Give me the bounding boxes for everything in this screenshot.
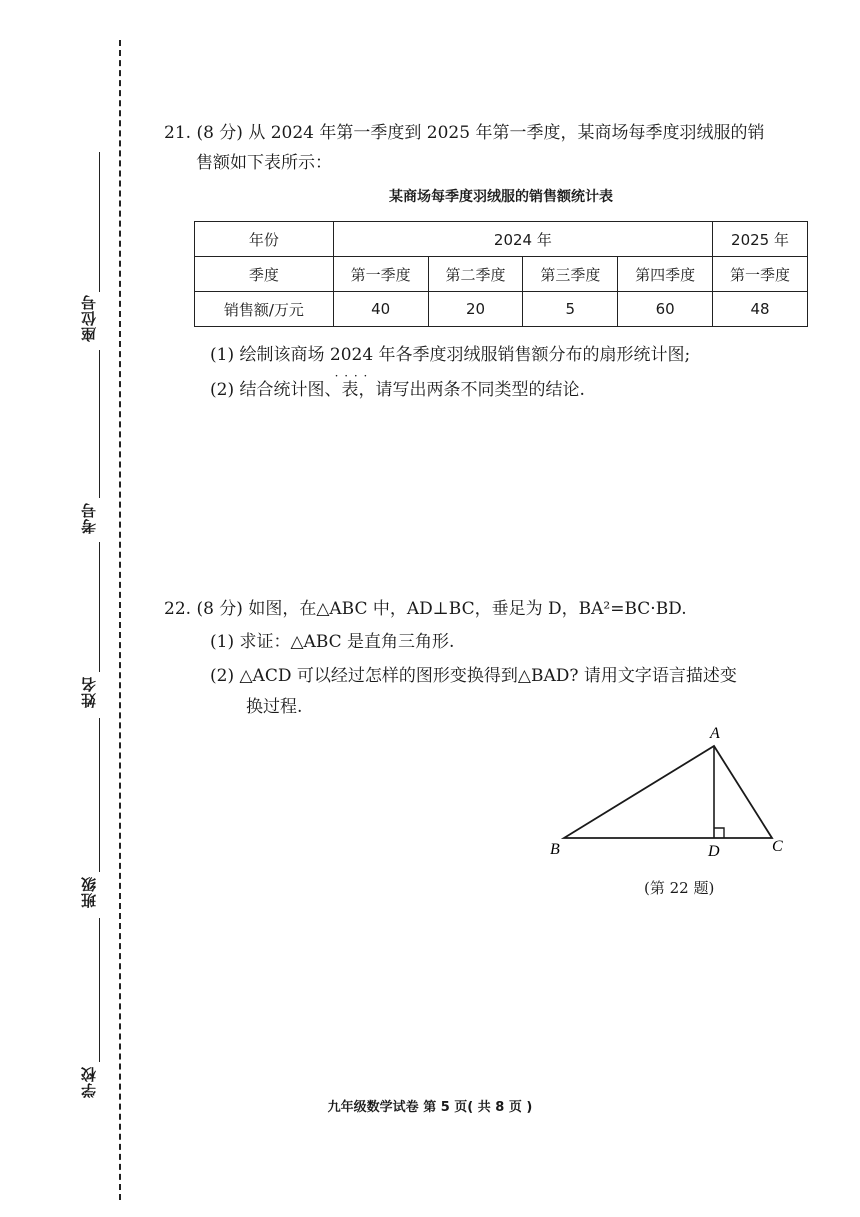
exam-number-label: 考号 (80, 502, 98, 534)
q22-stem: 22. (8 分) 如图，在△ABC 中，AD⊥BC，垂足为 D，BA²=BC·BD. (164, 599, 687, 619)
school-label: 学校 (80, 1066, 98, 1098)
table-cell: 季度 (195, 257, 334, 292)
right-angle-mark (714, 828, 724, 838)
q22-sub1: (1) 求证：△ABC 是直角三角形. (210, 632, 455, 652)
school-line (99, 918, 100, 1062)
table-cell: 5 (523, 292, 618, 327)
q21-sub2: (2) 结合统计图、表，请写出两条不同类型的结论. (210, 380, 585, 400)
table-cell: 第四季度 (618, 257, 713, 292)
q21-sub1-post: 年各季度羽绒服销售额分布的扇形统计图; (373, 345, 691, 365)
table-cell: 60 (618, 292, 713, 327)
triangle-abc (564, 746, 772, 838)
table-cell: 48 (713, 292, 808, 327)
vertex-label-d: D (708, 843, 720, 860)
q21-stem-line1: 21. (8 分) 从 2024 年第一季度到 2025 年第一季度，某商场每季度羽绒服的销 (164, 123, 765, 143)
binding-dashed-line (119, 40, 121, 1200)
exam-number-line (99, 350, 100, 498)
vertex-label-a: A (710, 725, 720, 742)
triangle-figure (540, 718, 800, 868)
table-cell: 年份 (195, 222, 334, 257)
table-title: 某商场每季度羽绒服的销售额统计表 (389, 189, 613, 205)
table-cell: 第二季度 (428, 257, 523, 292)
table-cell: 2024 年 (333, 222, 712, 257)
page-footer: 九年级数学试卷 第 5 页( 共 8 页 ) (327, 1100, 533, 1115)
q21-sub1 (210, 340, 690, 370)
table-row (195, 222, 808, 257)
q21-sub1-emphasis: 2024 · · · · (330, 345, 373, 365)
table-cell: 40 (333, 292, 428, 327)
name-label: 姓名 (80, 676, 98, 708)
table-cell: 2025 年 (713, 222, 808, 257)
seat-number-line (99, 152, 100, 292)
q21-stem-line2: 售额如下表所示： (196, 153, 332, 173)
vertex-label-c: C (772, 838, 783, 855)
table-cell: 第三季度 (523, 257, 618, 292)
seat-number-label: 座位号 (80, 294, 98, 342)
table-row (195, 292, 808, 327)
name-line (99, 542, 100, 672)
table-cell: 20 (428, 292, 523, 327)
figure-caption: (第 22 题) (644, 879, 715, 897)
class-line (99, 718, 100, 872)
q21-sub1-pre: (1) 绘制该商场 (210, 345, 330, 365)
class-label: 班级 (80, 876, 98, 908)
table-row (195, 257, 808, 292)
table-cell: 第一季度 (713, 257, 808, 292)
sales-table (194, 221, 808, 327)
table-cell: 销售额/万元 (195, 292, 334, 327)
q22-sub2-line1: (2) △ACD 可以经过怎样的图形变换得到△BAD? 请用文字语言描述变 (210, 666, 737, 686)
q22-sub2-line2: 换过程. (246, 697, 303, 717)
table-cell: 第一季度 (333, 257, 428, 292)
vertex-label-b: B (550, 841, 560, 858)
